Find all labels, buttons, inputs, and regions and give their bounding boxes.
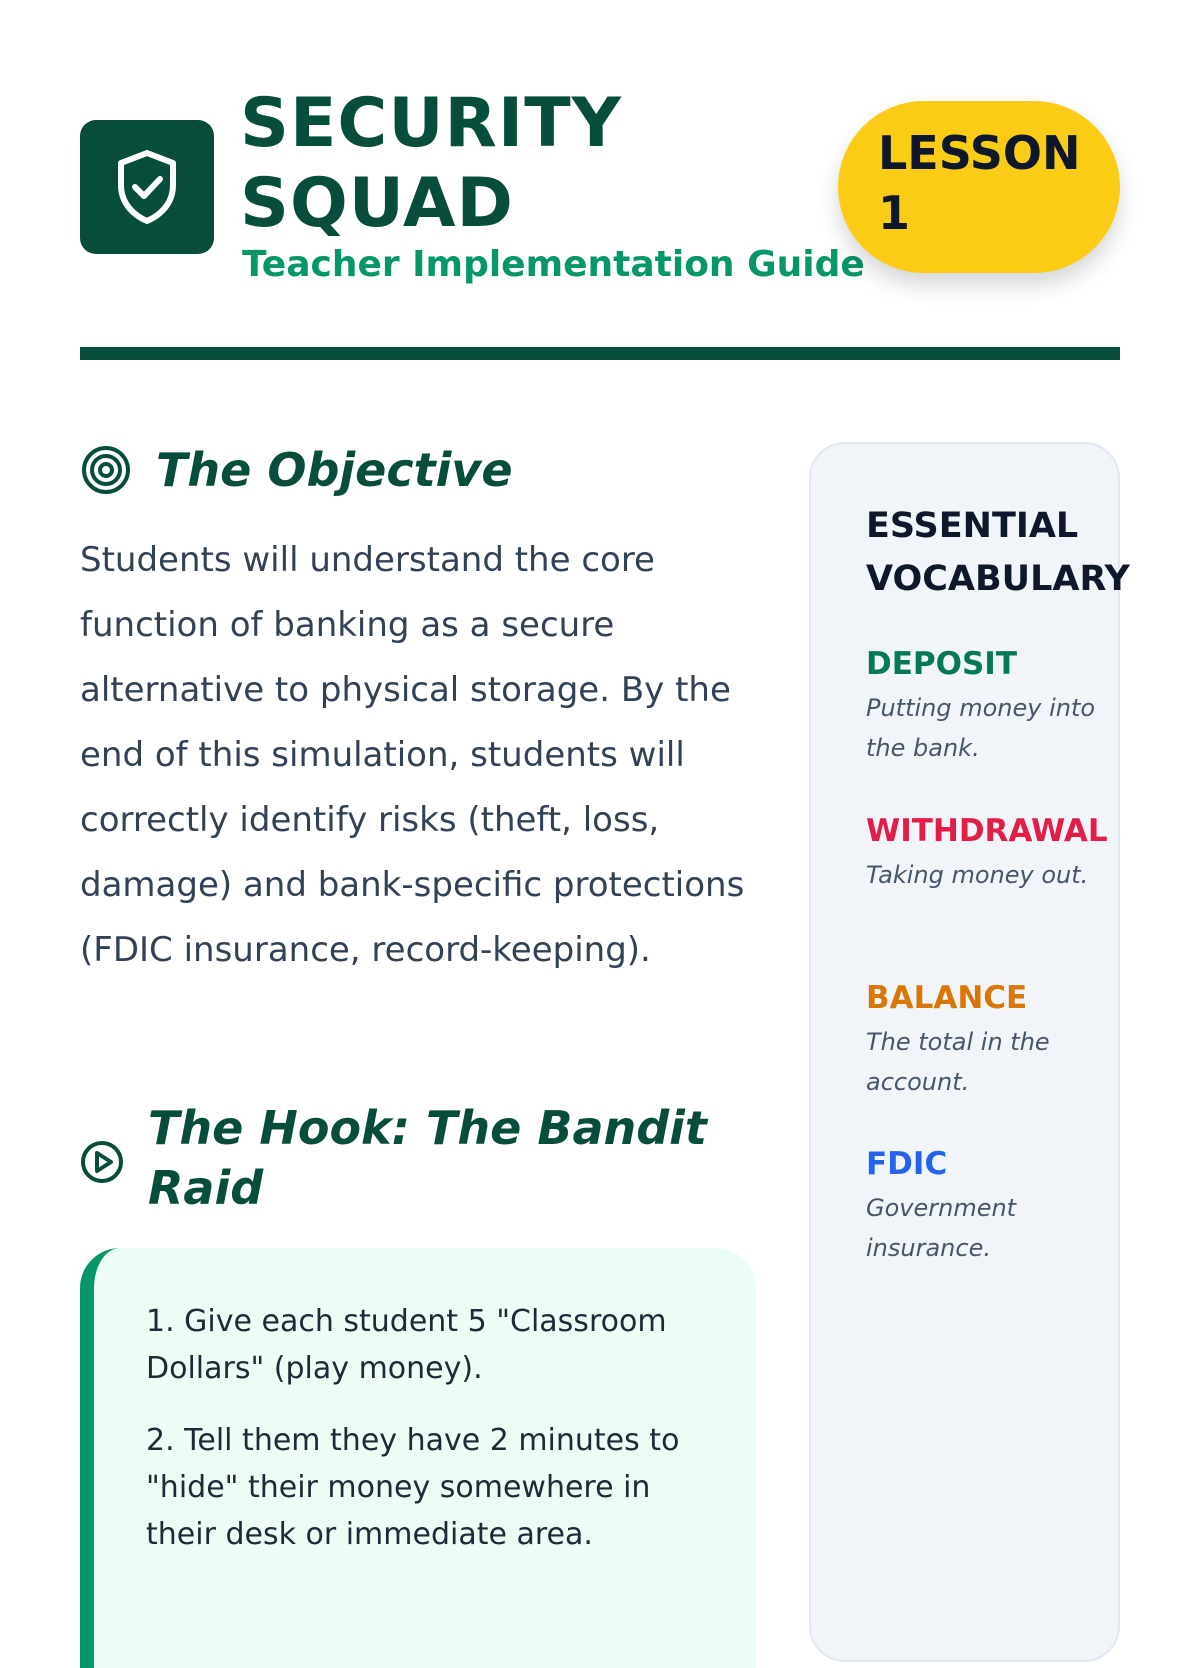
vocab-definition: Government insurance. <box>866 1194 1017 1262</box>
hook-steps-card <box>80 1248 756 1668</box>
lesson-badge <box>838 101 1120 273</box>
vocab-definition: Putting money into the bank. <box>866 694 1096 762</box>
shield-logo <box>80 120 214 254</box>
vocab-term-withdrawal <box>866 811 1108 895</box>
vocab-definition: Taking money out. <box>866 861 1089 889</box>
objective-text: Students will understand the core function of banking as a secure alternative to physical storage. By the end of this simulation, students will correctly identify risks (theft, loss, damage) and bank-specific protections (FDIC insurance, record-keeping). <box>80 540 745 970</box>
title-line-2: SQUAD <box>240 164 514 243</box>
play-circle-icon <box>80 1140 124 1184</box>
objective-heading: The Objective <box>156 443 513 497</box>
header-divider <box>80 347 1120 360</box>
title-line-1: SECURITY <box>240 84 622 163</box>
target-icon <box>80 444 132 496</box>
lesson-label: LESSON <box>878 126 1081 180</box>
hook-steps-list <box>146 1298 706 1583</box>
vocab-word: BALANCE <box>866 980 1028 1016</box>
vocab-term-deposit <box>866 644 1096 768</box>
vocab-definition: The total in the account. <box>866 1028 1050 1096</box>
vocab-term-balance <box>866 978 1096 1102</box>
hook-step: 2. Tell them they have 2 minutes to "hide" their money somewhere in their desk or immediate area. <box>146 1423 680 1552</box>
lesson-guide-page <box>80 0 1130 1600</box>
page-subtitle: Teacher Implementation Guide <box>242 244 865 285</box>
vocab-word: DEPOSIT <box>866 646 1017 682</box>
hook-heading: The Hook: The Bandit Raid <box>148 1101 707 1215</box>
vocabulary-panel <box>809 442 1130 1662</box>
vocabulary-title <box>866 500 1130 606</box>
vocab-word: FDIC <box>866 1146 948 1182</box>
vocab-word: WITHDRAWAL <box>866 813 1108 849</box>
objective-heading-row <box>80 440 513 500</box>
shield-check-icon <box>115 149 179 225</box>
lesson-number: 1 <box>878 186 911 240</box>
page-title <box>240 84 622 244</box>
hook-step: 1. Give each student 5 "Classroom Dollars" (play money). <box>146 1304 667 1386</box>
vocab-term-fdic <box>866 1144 1096 1268</box>
vocabulary-title-text: ESSENTIAL VOCABULARY <box>866 506 1130 599</box>
